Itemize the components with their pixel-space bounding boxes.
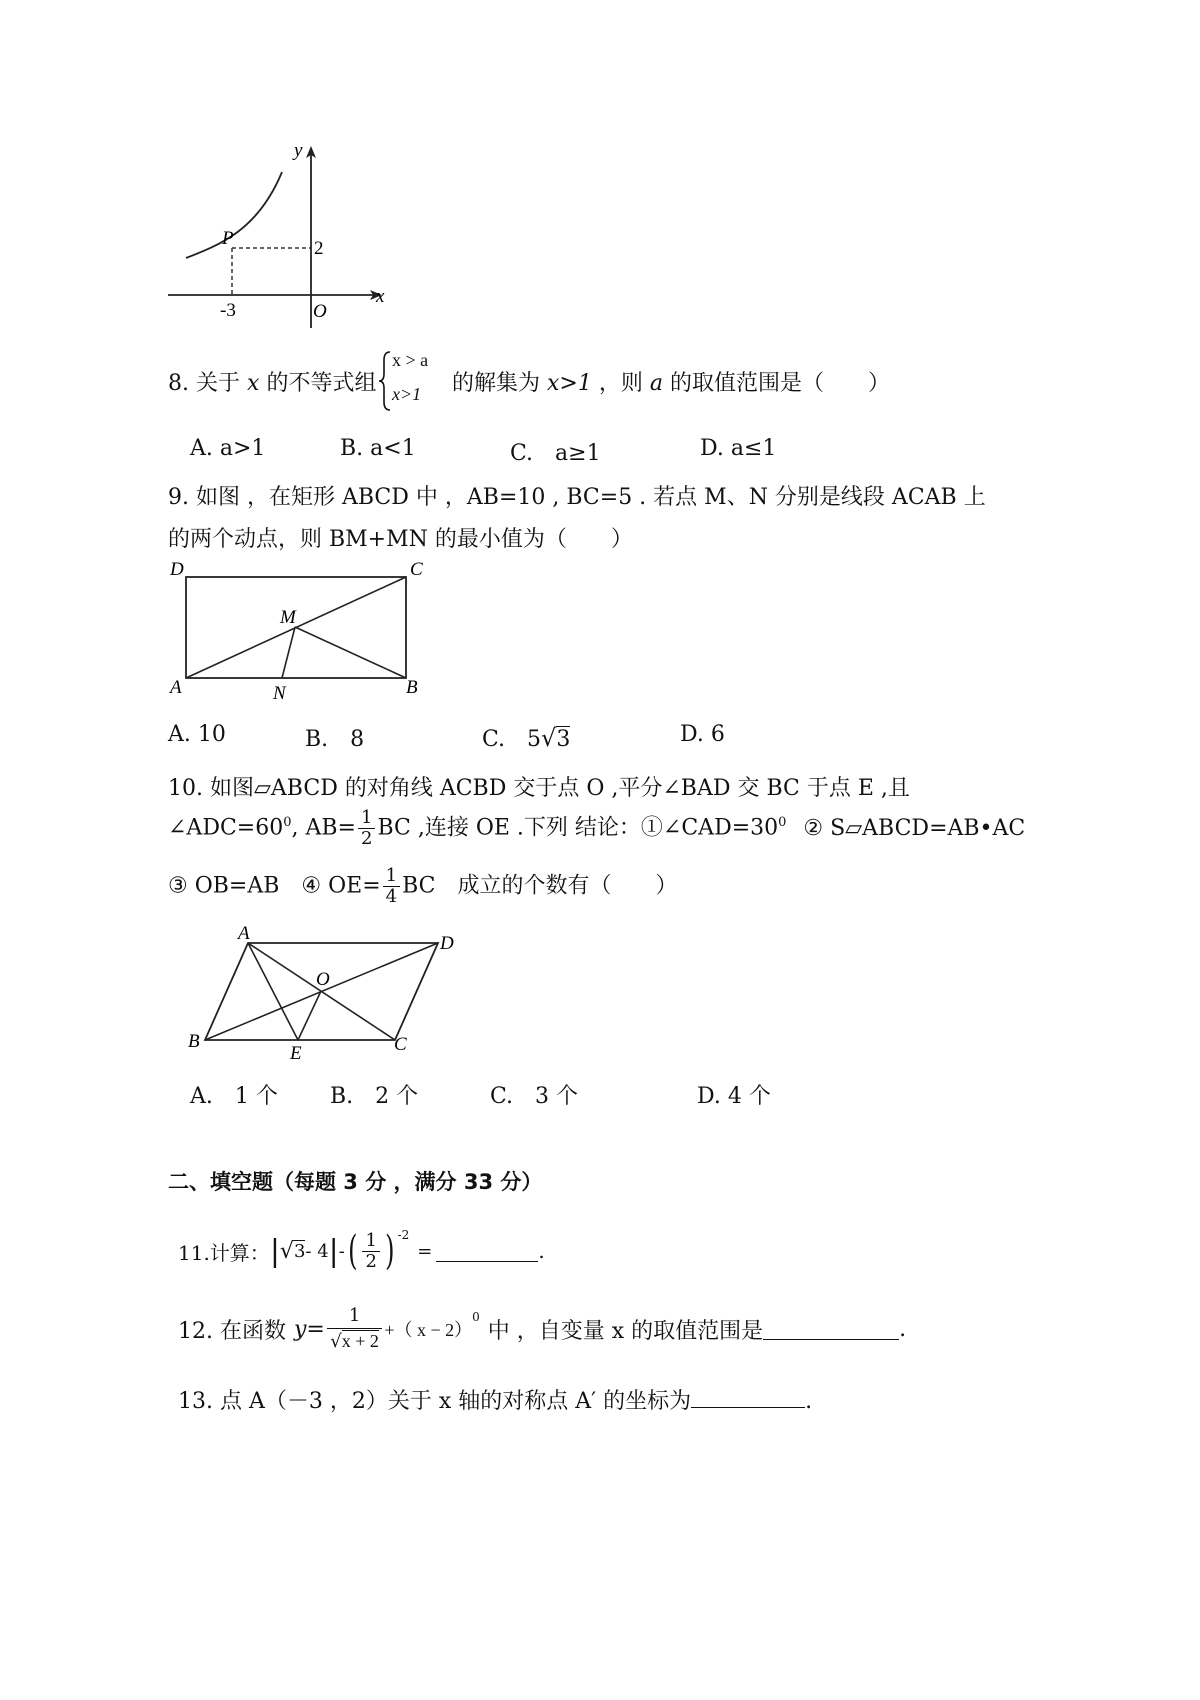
q10-stem-line2 (168, 808, 1025, 849)
label-x: x (376, 286, 385, 307)
label-D: D (440, 933, 454, 954)
label-B: B (406, 677, 418, 698)
q12-exp: 0 (472, 1310, 480, 1324)
q9-option-d[interactable]: D. 6 (680, 722, 725, 747)
q12-plus-term: +（ x − 2） (384, 1320, 473, 1340)
q13-period: . (805, 1389, 813, 1414)
q9-option-b[interactable]: B. 8 (305, 727, 365, 752)
label-y: y (294, 140, 303, 161)
q8-text-tail: ，则 (598, 371, 643, 396)
q12-period: . (899, 1316, 907, 1342)
q8-text-after: 的解集为 (452, 371, 541, 396)
function-curve (186, 172, 282, 258)
q11-fraction (362, 1231, 379, 1272)
q13-text: 13. 点 A（－3 ，2）关于 x 轴的对称点 A′ 的坐标为 (178, 1389, 692, 1414)
label-A: A (170, 677, 182, 698)
q8-number: 8. (168, 371, 189, 396)
q10-fraction-quarter (383, 866, 400, 907)
segment-BM (295, 627, 406, 678)
q8-option-d[interactable]: D. a≤1 (700, 436, 777, 461)
q8-solution: x>1 (547, 371, 592, 396)
q10-option-b[interactable]: B. 2 个 (330, 1084, 419, 1109)
q12-y: y (293, 1316, 307, 1342)
q10-option-a[interactable]: A. 1 个 (190, 1084, 278, 1109)
q11-period: . (538, 1239, 545, 1263)
q10-frac2-den: 4 (385, 886, 398, 907)
q8-var-x: x (247, 371, 260, 396)
q9-rectangle-figure (160, 555, 440, 705)
q10-angle-adc: ∠ADC=60 (168, 815, 284, 841)
label-P: P (222, 228, 234, 249)
segment-MN (282, 627, 295, 678)
label-C: C (394, 1034, 407, 1055)
q8-text-end: 的取值范围是（ ） (670, 371, 891, 396)
q8-option-a[interactable]: A. a>1 (190, 436, 266, 461)
q8-stem (168, 366, 376, 397)
q8-option-b[interactable]: B. a<1 (340, 436, 416, 461)
q8-var-a: a (649, 371, 663, 396)
label-M: M (280, 607, 296, 628)
q12-answer-blank[interactable] (763, 1319, 899, 1340)
bisector-AE (248, 943, 298, 1040)
q9-option-c-coef: C. 5 (482, 727, 542, 752)
q10-option-c[interactable]: C. 3 个 (490, 1084, 579, 1109)
q7-graph-figure (160, 140, 400, 340)
q11-radicand: 3 (293, 1241, 306, 1262)
q11-minus4: - 4 (305, 1240, 329, 1262)
q13-answer-blank[interactable] (691, 1387, 805, 1408)
q12-frac-den (330, 1329, 379, 1354)
q9-option-c[interactable] (482, 722, 570, 753)
q11-frac-den: 2 (365, 1250, 377, 1272)
q8-system-line2: x>1 (392, 384, 422, 404)
section-heading-fill-in: 二、填空题（每题 3 分 ，满分 33 分） (168, 1170, 543, 1194)
q12-fraction (327, 1304, 382, 1354)
label-E: E (290, 1043, 302, 1064)
q12-radicand: x + 2 (341, 1331, 379, 1351)
label-D: D (170, 559, 184, 580)
q11-answer-blank[interactable] (436, 1241, 538, 1262)
q10-line3-start: ③ OB=AB ④ OE= (168, 873, 381, 899)
abs-bar-right: | (328, 1233, 339, 1269)
q11-exponent: -2 (397, 1228, 410, 1242)
q11-minus: - (338, 1240, 345, 1262)
label-O: O (316, 969, 330, 990)
q8-text-before: 关于 (196, 371, 241, 396)
segment-OE (298, 991, 321, 1040)
label-C: C (410, 559, 423, 580)
q12-eq: = (306, 1316, 325, 1342)
q9-option-c-radicand: 3 (556, 727, 571, 752)
label-N: N (273, 683, 286, 704)
q10-line2-mid: BC ,连接 OE .下列 结论：①∠CAD=30 (377, 815, 779, 841)
q10-line2-end: ② S▱ABCD=AB•AC (803, 815, 1026, 841)
q10-fraction-half (358, 808, 375, 849)
q12-frac-num: 1 (327, 1304, 382, 1329)
paren-left: ( (347, 1228, 358, 1274)
q11-frac-num: 1 (362, 1231, 379, 1252)
q12-expression (178, 1304, 906, 1354)
q11-expression (178, 1228, 545, 1274)
q9-stem-line2: 的两个动点，则 BM+MN 的最小值为（ ） (168, 527, 633, 552)
paren-right: ) (385, 1228, 395, 1274)
q9-option-a[interactable]: A. 10 (168, 722, 226, 747)
q8-system-brace (378, 350, 392, 412)
q9-stem-line1: 9. 如图 ，在矩形 ABCD 中 ，AB=10 , BC=5 . 若点 M、N 分别是线段 ACAB 上 (168, 485, 986, 510)
label-B: B (188, 1031, 200, 1052)
q10-stem-line1: 10. 如图▱ABCD 的对角线 ACBD 交于点 O ,平分∠BAD 交 BC 于点 E ,且 (168, 776, 910, 801)
q10-option-d[interactable]: D. 4 个 (697, 1084, 771, 1109)
label-2: 2 (314, 238, 324, 259)
q10-line3-end: BC 成立的个数有（ ） (402, 873, 678, 899)
q10-degree-1: 0 (283, 815, 292, 831)
q10-frac-num: 1 (358, 808, 375, 829)
q11-equals: = (417, 1240, 433, 1262)
q11-prefix: 11.计算： (178, 1240, 270, 1265)
q8-text-mid: 的不等式组 (266, 371, 377, 396)
q8-system-line1: x > a (392, 350, 429, 370)
q10-degree-2: 0 (778, 815, 787, 831)
q8-option-c[interactable]: C. a≥1 (510, 441, 601, 466)
q10-frac2-num: 1 (383, 866, 400, 887)
q10-stem-line3 (168, 866, 678, 907)
label-minus-3: -3 (220, 300, 236, 321)
q10-parallelogram-figure (180, 925, 480, 1070)
label-A: A (238, 925, 250, 944)
q13-stem (178, 1384, 812, 1415)
sqrt-symbol: √ (541, 724, 557, 752)
sqrt-symbol: √ (279, 1238, 294, 1264)
q10-frac-den: 2 (361, 828, 373, 849)
q8-stem-tail (452, 366, 890, 397)
q12-suffix: 中 ，自变量 x 的取值范围是 (487, 1318, 764, 1344)
abs-bar-left: | (269, 1233, 280, 1269)
label-O: O (313, 301, 327, 322)
q10-ab-eq: , AB= (291, 815, 356, 841)
q12-prefix: 12. 在函数 (178, 1318, 286, 1344)
sqrt-symbol: √ (330, 1331, 342, 1352)
